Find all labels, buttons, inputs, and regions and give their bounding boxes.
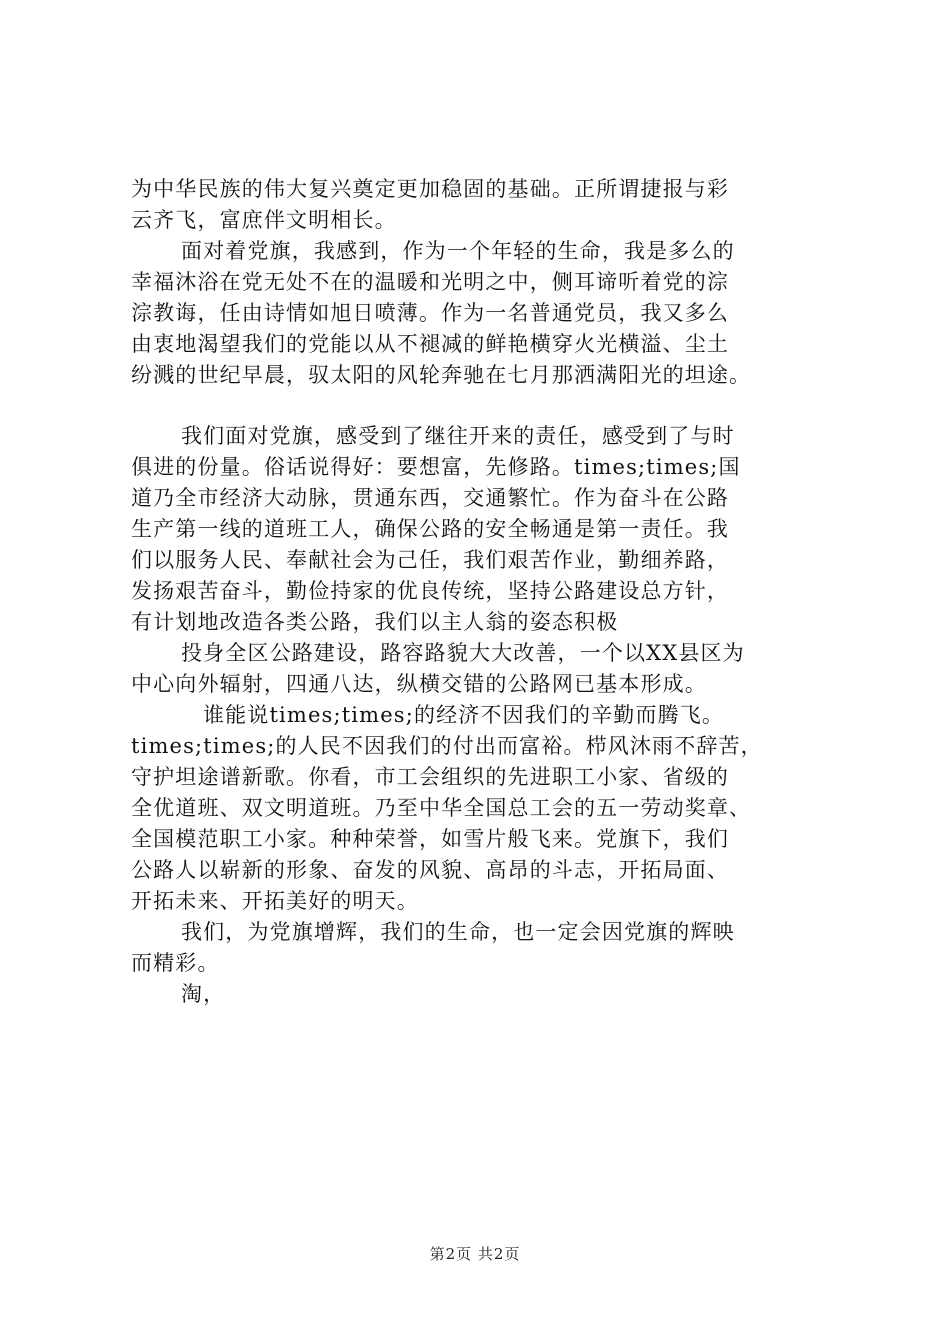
- text-line: 由衷地渴望我们的党能以从不褪减的鲜艳横穿火光横溢、尘土: [131, 332, 730, 356]
- paragraph-start-line: 淘，: [181, 982, 226, 1006]
- text-line: 中心向外辐射，四通八达，纵横交错的公路网已基本形成。: [131, 672, 707, 696]
- text-line: 淙教诲，任由诗情如旭日喷薄。作为一名普通党员，我又多么: [131, 301, 730, 325]
- text-line: 全国模范职工小家。种种荣誉，如雪片般飞来。党旗下，我们: [131, 827, 730, 851]
- text-line: 全优道班、双文明道班。乃至中华全国总工会的五一劳动奖章、: [131, 796, 752, 820]
- text-line: 幸福沐浴在党无处不在的温暖和光明之中，侧耳谛听着党的淙: [131, 270, 730, 294]
- text-line: 有计划地改造各类公路，我们以主人翁的姿态积极: [131, 610, 619, 634]
- text-line: times;times;的人民不因我们的付出而富裕。栉风沐雨不辞苦，: [131, 734, 763, 758]
- text-line: 纷溅的世纪早晨，驭太阳的风轮奔驰在七月那洒满阳光的坦途。: [131, 363, 752, 387]
- text-line: 们以服务人民、奉献社会为己任，我们艰苦作业，勤细养路，: [131, 548, 730, 572]
- paragraph-start-line: 我们面对党旗，感受到了继往开来的责任，感受到了与时: [181, 424, 735, 448]
- text-line: 为中华民族的伟大复兴奠定更加稳固的基础。正所谓捷报与彩: [131, 177, 730, 201]
- text-line: 守护坦途谱新歌。你看，市工会组织的先进职工小家、省级的: [131, 765, 730, 789]
- paragraph-start-line: 谁能说times;times;的经济不因我们的辛勤而腾飞。: [203, 703, 725, 727]
- body-text: [131, 174, 836, 1010]
- paragraph-start-line: 投身全区公路建设，路容路貌大大改善，一个以XX县区为: [181, 641, 745, 665]
- text-line: 开拓未来、开拓美好的明天。: [131, 889, 419, 913]
- paragraph-start-line: 我们，为党旗增辉，我们的生命，也一定会因党旗的辉映: [181, 920, 735, 944]
- text-line: 云齐飞，富庶伴文明相长。: [131, 208, 397, 232]
- page-number-footer: 第2页 共2页: [429, 1245, 521, 1263]
- text-line: 而精彩。: [131, 951, 220, 975]
- text-line: 俱进的份量。俗话说得好：要想富，先修路。times;times;国: [131, 455, 741, 479]
- text-line: 公路人以崭新的形象、奋发的风貌、高昂的斗志，开拓局面、: [131, 858, 730, 882]
- text-line: 发扬艰苦奋斗，勤俭持家的优良传统，坚持公路建设总方针，: [131, 579, 730, 603]
- text-line: 生产第一线的道班工人，确保公路的安全畅通是第一责任。我: [131, 517, 730, 541]
- text-line: 道乃全市经济大动脉，贯通东西，交通繁忙。作为奋斗在公路: [131, 486, 730, 510]
- paragraph-start-line: 面对着党旗，我感到，作为一个年轻的生命，我是多么的: [181, 239, 735, 263]
